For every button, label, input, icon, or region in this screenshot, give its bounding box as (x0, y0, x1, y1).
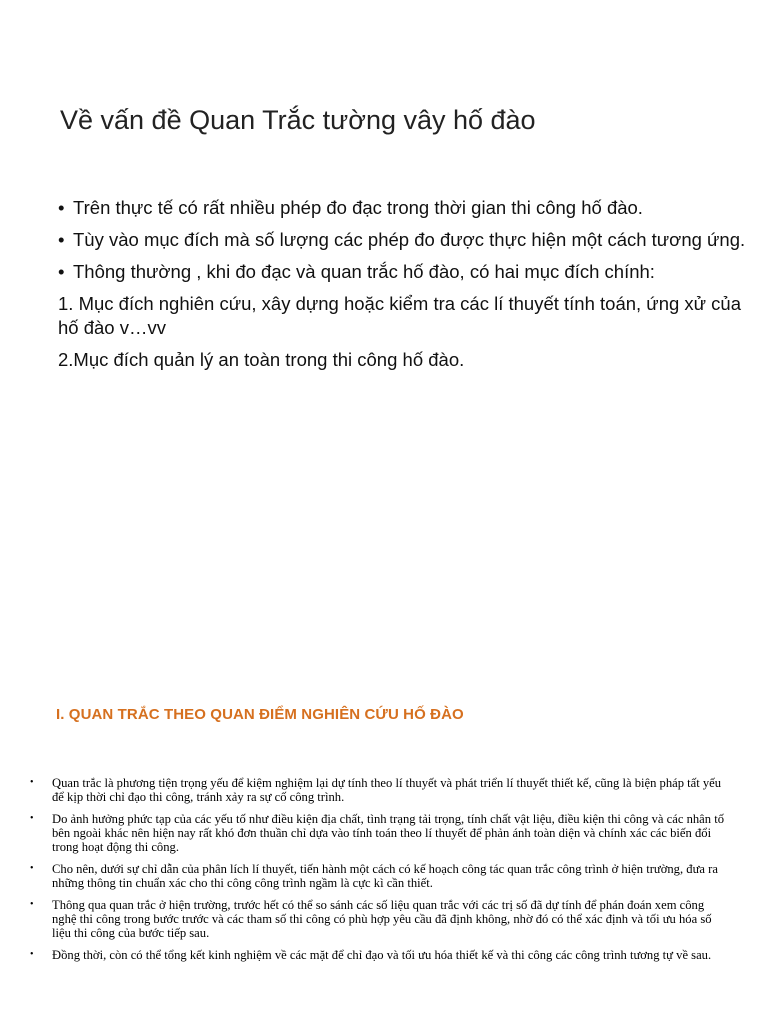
paragraph-list (30, 776, 730, 970)
slide-2 (0, 660, 768, 1024)
paragraph-item: • Đồng thời, còn có thể tổng kết kinh nghiệm về các mặt để chỉ đạo và tối ưu hóa thiết kế và thi công các công trình tương tự về sau. (30, 948, 730, 962)
numbered-item: 1. Mục đích nghiên cứu, xây dựng hoặc kiểm tra các lí thuyết tính toán, ứng xử của hố đào v…vv (58, 293, 742, 338)
paragraph-item: • Quan trắc là phương tiện trọng yếu để kiệm nghiệm lại dự tính theo lí thuyết và phát triển lí thuyết thiết kế, cũng là biện pháp tất yếu để kịp thời chỉ đạo thi công, tránh xảy ra sự cố công trình. (30, 776, 730, 804)
bullet-item: • Trên thực tế có rất nhiều phép đo đạc trong thời gian thi công hố đào. (58, 196, 748, 220)
paragraph-item: • Cho nên, dưới sự chỉ dẫn của phân lích lí thuyết, tiến hành một cách có kế hoạch công tác quan trắc công trình ở hiện trường, đưa ra những thông tin chuẩn xác cho thi công công trình ngầm là cực kì cần thiết. (30, 862, 730, 890)
bullet-list (58, 196, 748, 380)
slide-title: Về vấn đề Quan Trắc tường vây hố đào (60, 105, 536, 135)
section-title: I. QUAN TRẮC THEO QUAN ĐIỂM NGHIÊN CỨU HỐ ĐÀO (56, 706, 464, 723)
paragraph-item: • Do ảnh hưởng phức tạp của các yếu tố như điều kiện địa chất, tình trạng tải trọng, tính chất vật liệu, điều kiện thi công và các nhân tố bên ngoài khác nên hiện nay rất khó đơn thuần chỉ dựa vào tính toán theo lí thuyết để phản ánh toàn diện và chính xác các biến đổi trong hoạt động thi công. (30, 812, 730, 854)
numbered-item: 2.Mục đích quản lý an toàn trong thi công hố đào. (58, 349, 465, 370)
bullet-item: • Tùy vào mục đích mà số lượng các phép đo được thực hiện một cách tương ứng. (58, 228, 748, 252)
bullet-item: • Thông thường , khi đo đạc và quan trắc hố đào, có hai mục đích chính: (58, 260, 748, 284)
paragraph-item: • Thông qua quan trắc ở hiện trường, trước hết có thể so sánh các số liệu quan trắc với các trị số đã dự tính để phán đoán xem công nghệ thi công trong bước trước và các tham số thi công có phù hợp yêu cầu đã định không, nhờ đó có thể xác định và tối ưu hóa số liệu thi công của bước tiếp sau. (30, 898, 730, 940)
